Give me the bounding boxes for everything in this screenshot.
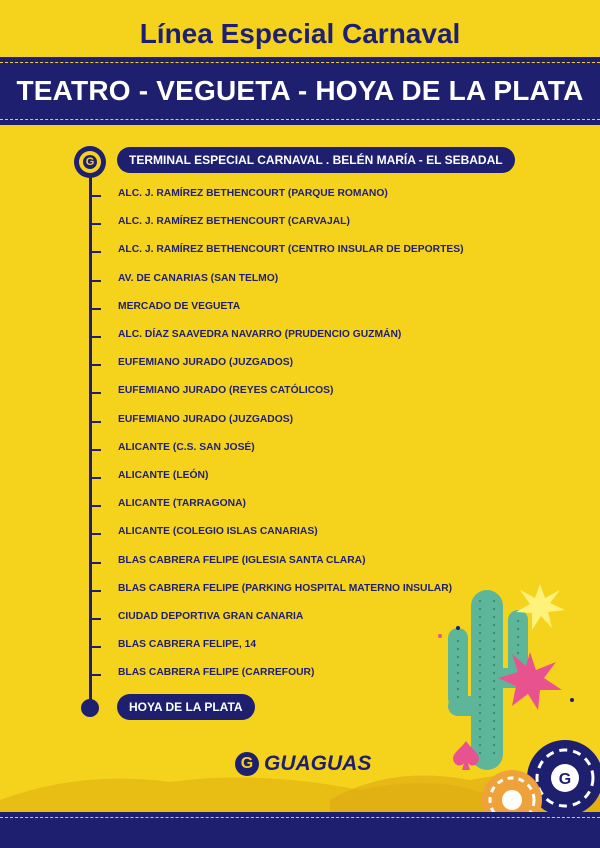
stop-label: ALICANTE (TARRAGONA): [118, 498, 246, 510]
start-stop-label[interactable]: TERMINAL ESPECIAL CARNAVAL . BELÉN MARÍA - EL SEBADAL: [117, 147, 515, 173]
stop-label: AV. DE CANARIAS (SAN TELMO): [118, 272, 279, 284]
stop-label: ALC. DÍAZ SAAVEDRA NAVARRO (PRUDENCIO GUZMÁN): [118, 329, 402, 340]
stop-label: ALICANTE (C.S. SAN JOSÉ): [118, 441, 255, 453]
stop-label: BLAS CABRERA FELIPE (PARKING HOSPITAL MATERNO INSULAR): [118, 582, 453, 594]
stop-label: BLAS CABRERA FELIPE (CARREFOUR): [118, 667, 315, 679]
end-stop-label[interactable]: HOYA DE LA PLATA: [117, 694, 255, 720]
pink-starburst-icon: [498, 652, 562, 710]
stop-label: ALC. J. RAMÍREZ BETHENCOURT (PARQUE ROMANO): [118, 188, 388, 199]
guaguas-g-icon: G: [83, 155, 97, 169]
stop-label: MERCADO DE VEGUETA: [118, 300, 241, 312]
guaguas-g-icon: G: [235, 752, 259, 776]
stop-label: ALICANTE (LEÓN): [118, 470, 209, 481]
chip-g-letter: G: [558, 771, 572, 788]
stop-label: EUFEMIANO JURADO (JUZGADOS): [118, 413, 294, 425]
stop-label: EUFEMIANO JURADO (REYES CATÓLICOS): [118, 385, 334, 397]
dot-icon: [456, 626, 460, 630]
stop-label: ALC. J. RAMÍREZ BETHENCOURT (CARVAJAL): [118, 216, 350, 228]
bottom-bar: [0, 812, 600, 848]
stop-label: BLAS CABRERA FELIPE, 14: [118, 639, 257, 651]
stop-label: CIUDAD DEPORTIVA GRAN CANARIA: [118, 611, 304, 622]
bottom-bar-stripe: [0, 817, 600, 818]
stop-label: BLAS CABRERA FELIPE (IGLESIA SANTA CLARA): [118, 554, 366, 566]
guaguas-wordmark: GUAGUAS: [264, 752, 372, 775]
route-name: TEATRO - VEGUETA - HOYA DE LA PLATA: [16, 75, 584, 106]
stop-label: ALICANTE (COLEGIO ISLAS CANARIAS): [118, 526, 318, 538]
stop-label: ALC. J. RAMÍREZ BETHENCOURT (CENTRO INSULAR DE DEPORTES): [118, 244, 464, 256]
dot-icon: [438, 634, 442, 638]
stop-label: EUFEMIANO JURADO (JUZGADOS): [118, 357, 294, 369]
page-title: Línea Especial Carnaval: [139, 18, 461, 49]
dot-icon: [570, 698, 574, 702]
